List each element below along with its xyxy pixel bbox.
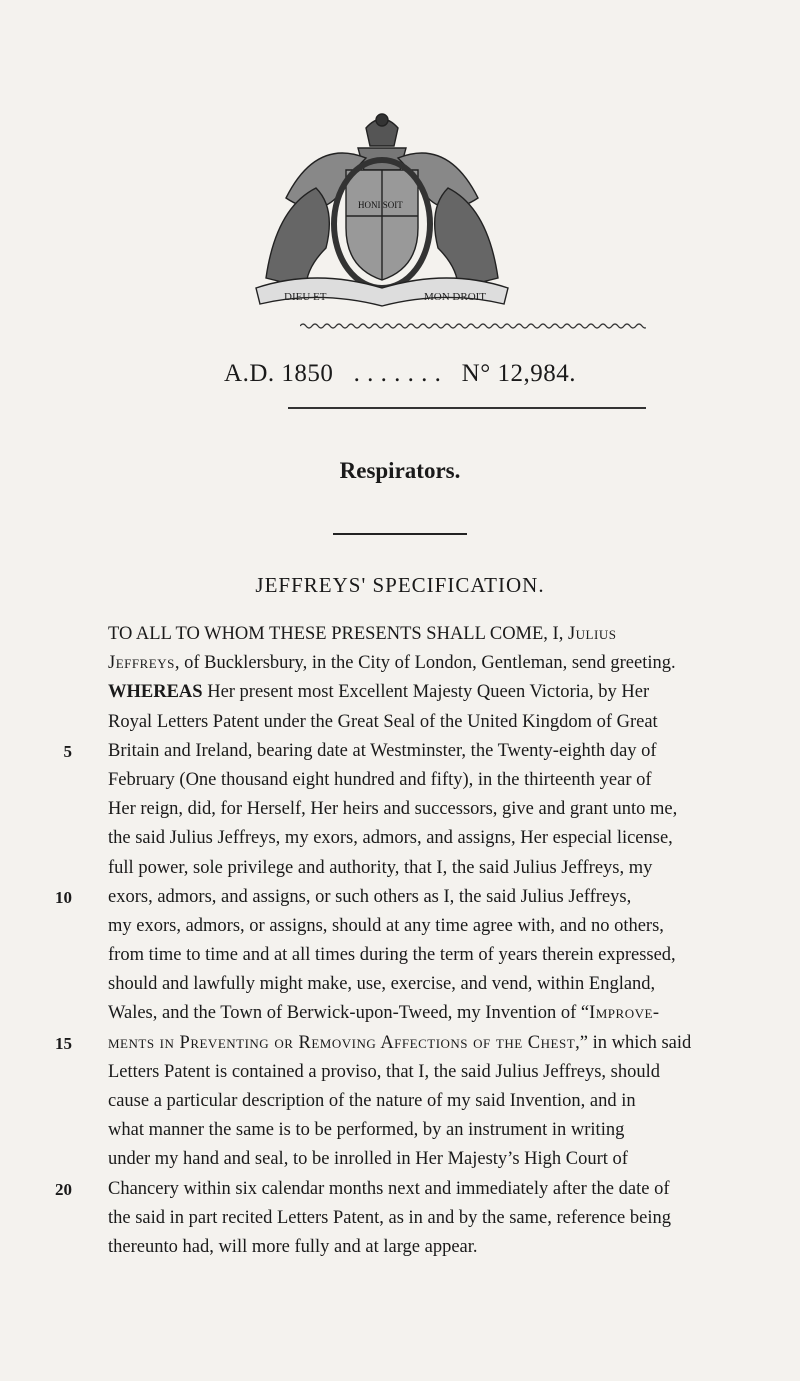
body-line	[50, 708, 770, 737]
wavy-rule	[300, 322, 646, 330]
body-line	[50, 1204, 770, 1233]
body-line-text: thereunto had, will more fully and at large appear.	[108, 1236, 478, 1257]
subject-title: Respirators.	[339, 458, 461, 483]
body-line	[50, 737, 770, 766]
body-line	[50, 912, 770, 941]
body-line	[50, 795, 770, 824]
body-line	[50, 854, 770, 883]
header-rule	[288, 407, 646, 409]
body-line-text: Letters Patent is contained a proviso, that I, the said Julius Jeffreys, should	[108, 1061, 660, 1082]
body-line-text: Her reign, did, for Herself, Her heirs and successors, give and grant unto me,	[108, 799, 678, 820]
body-line-text: what manner the same is to be performed, by an instrument in writing	[108, 1120, 625, 1141]
body-line-text: Jeffreys, of Bucklersbury, in the City of London, Gentleman, send greeting.	[108, 653, 676, 674]
line-number: 5	[63, 741, 72, 761]
body-line-text: from time to time and at all times during the term of years therein expressed,	[108, 945, 676, 966]
body-line	[50, 1029, 770, 1058]
body-line-text: Royal Letters Patent under the Great Seal of the United Kingdom of Great	[108, 711, 658, 732]
body-line-text: full power, sole privilege and authority, that I, the said Julius Jeffreys, my	[108, 857, 653, 878]
specification-body	[50, 620, 770, 1262]
body-line	[50, 649, 770, 678]
body-line	[50, 678, 770, 707]
body-line	[50, 970, 770, 999]
line-number: 10	[55, 887, 72, 907]
body-line	[50, 1087, 770, 1116]
line-number: 20	[55, 1179, 72, 1199]
body-line-text: under my hand and seal, to be inrolled in Her Majesty’s High Court of	[108, 1149, 628, 1170]
subject-rule	[333, 533, 467, 535]
specification-title: JEFFREYS' SPECIFICATION.	[255, 573, 545, 597]
patent-header	[0, 360, 800, 388]
body-line	[50, 1233, 770, 1262]
body-line-text: the said Julius Jeffreys, my exors, admors, and assigns, Her especial license,	[108, 828, 673, 849]
body-line	[50, 766, 770, 795]
body-line-text: the said in part recited Letters Patent, as in and by the same, reference being	[108, 1207, 671, 1228]
body-line-text: cause a particular description of the nature of my said Invention, and in	[108, 1091, 636, 1111]
motto-left-text: DIEU ET	[284, 291, 327, 303]
body-line-text: Wales, and the Town of Berwick-upon-Tweed, my Invention of “Improve-	[108, 1003, 660, 1024]
body-line	[50, 883, 770, 912]
body-line	[50, 824, 770, 853]
header-dots: . . . . . . .	[353, 360, 442, 387]
body-line	[50, 1175, 770, 1204]
body-line	[50, 941, 770, 970]
body-line-text: Britain and Ireland, bearing date at Westminster, the Twenty-eighth day of	[108, 740, 657, 761]
body-line-text: TO ALL TO WHOM THESE PRESENTS SHALL COME, I, Julius	[108, 624, 617, 644]
motto-right-text: MON DROIT	[424, 291, 487, 303]
body-line	[50, 1145, 770, 1174]
body-line	[50, 1116, 770, 1145]
body-line-text: ments in Preventing or Removing Affections of the Chest,” in which said	[108, 1032, 692, 1053]
body-line-text: my exors, admors, or assigns, should at any time agree with, and no others,	[108, 915, 664, 936]
garter-motto-text: HONI SOIT	[358, 200, 403, 210]
body-line-text: Chancery within six calendar months next and immediately after the date of	[108, 1178, 670, 1199]
body-line	[50, 999, 770, 1028]
body-line-text: WHEREAS Her present most Excellent Majesty Queen Victoria, by Her	[108, 682, 650, 703]
royal-coat-of-arms-icon	[246, 108, 518, 308]
body-line-text: should and lawfully might make, use, exercise, and vend, within England,	[108, 974, 656, 995]
year-label: A.D. 1850	[224, 360, 334, 387]
body-line	[50, 620, 770, 649]
line-number: 15	[55, 1033, 72, 1053]
body-line-text: exors, admors, and assigns, or such others as I, the said Julius Jeffreys,	[108, 886, 632, 907]
body-line-text: February (One thousand eight hundred and fifty), in the thirteenth year of	[108, 769, 652, 790]
body-line	[50, 1058, 770, 1087]
patent-number: N° 12,984.	[461, 360, 576, 387]
